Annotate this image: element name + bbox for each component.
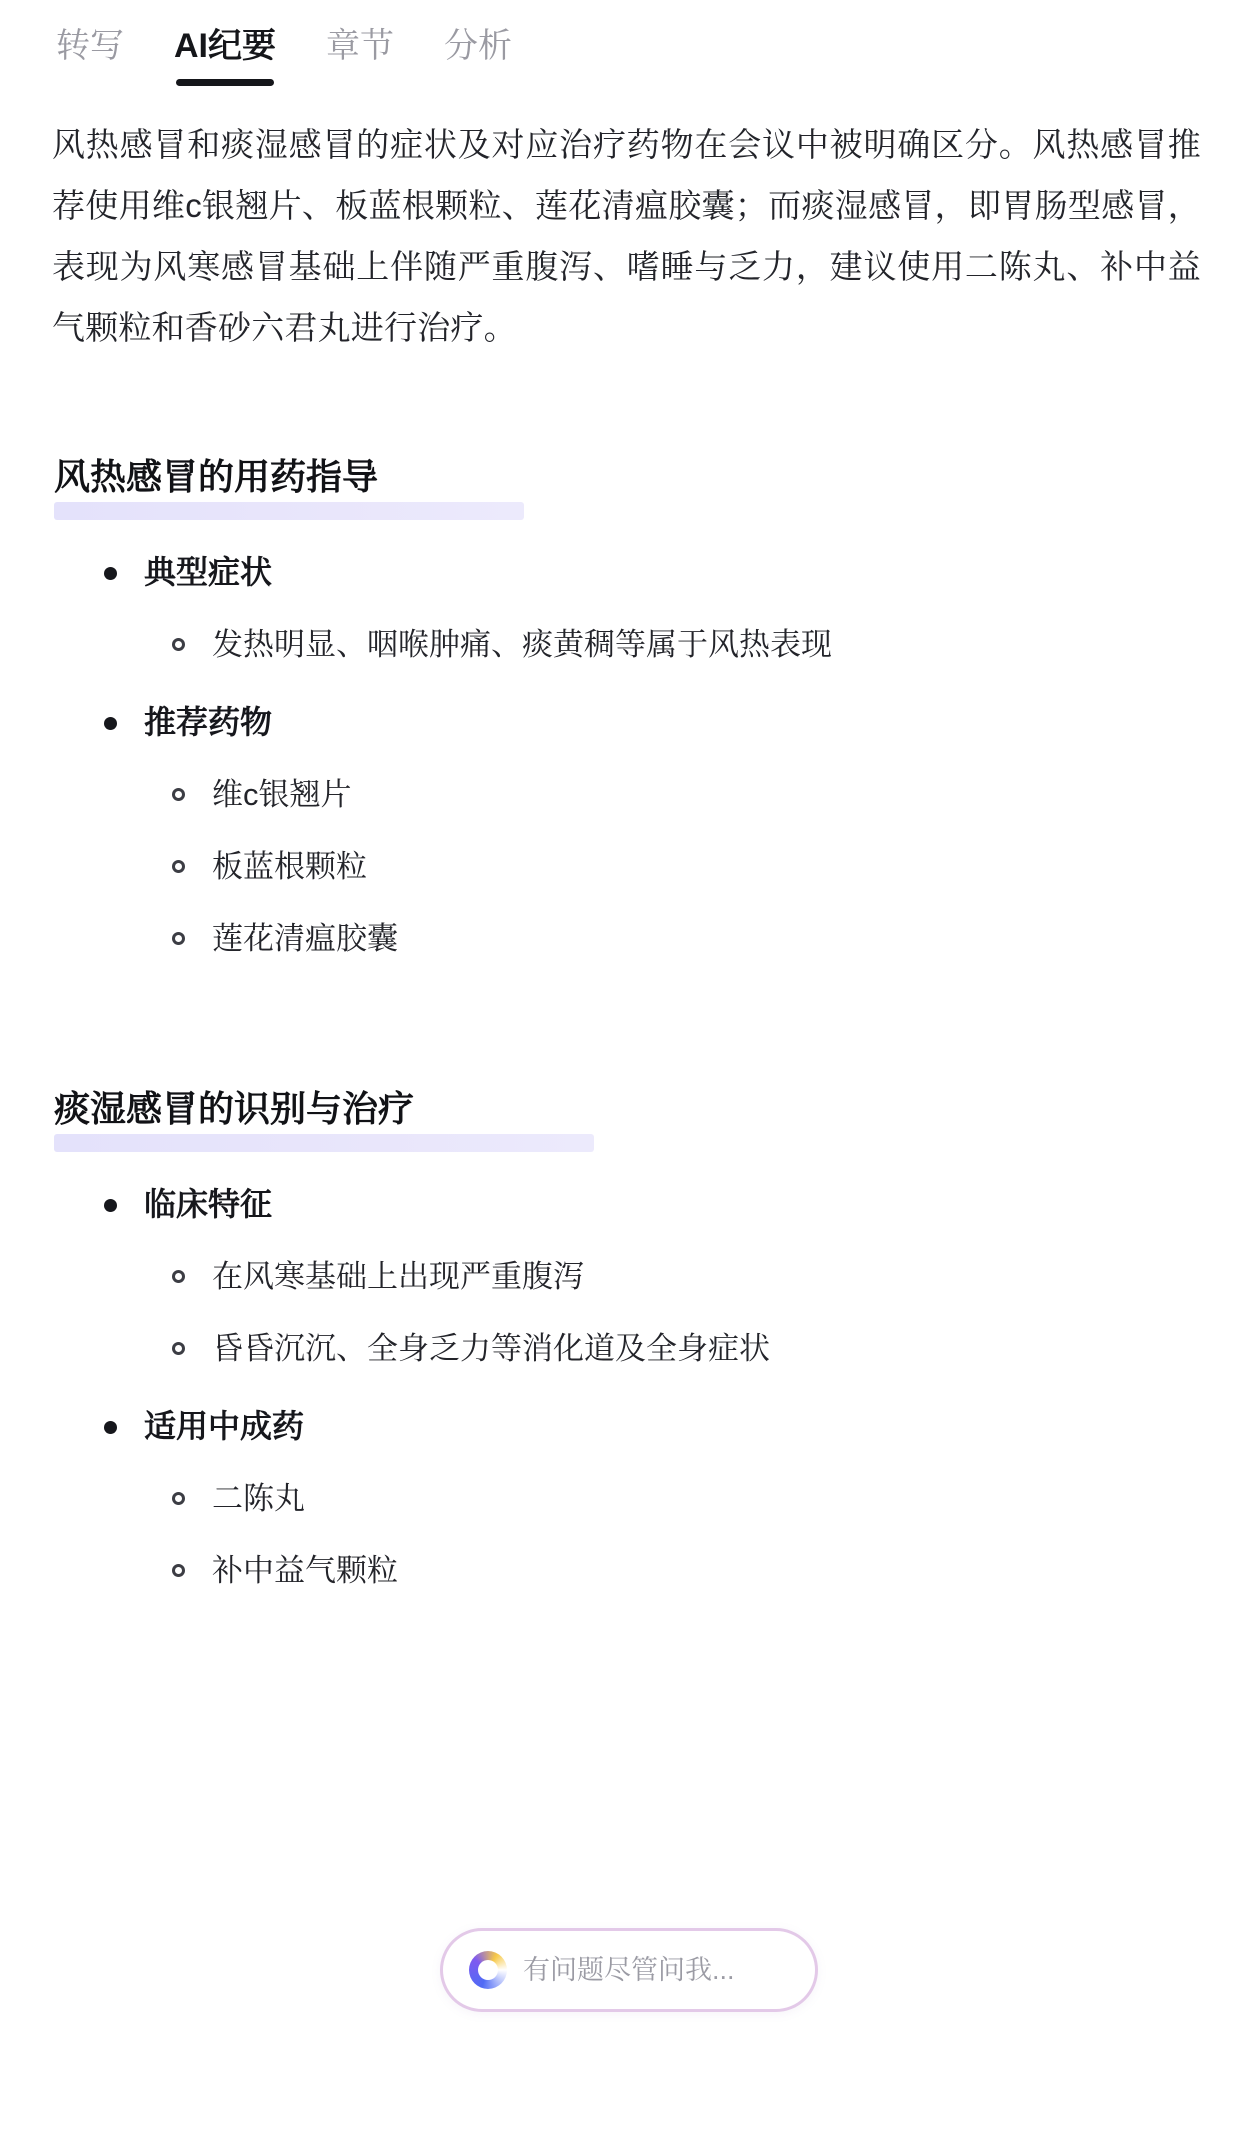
- ask-assistant-bar[interactable]: [440, 1928, 818, 2012]
- group-label: 典型症状: [144, 554, 273, 590]
- list-item: [94, 546, 1201, 670]
- list-item: 补中益气颗粒: [160, 1546, 1201, 1596]
- group-label: 推荐药物: [144, 704, 273, 740]
- list-item: 在风寒基础上出现严重腹泻: [160, 1252, 1201, 1302]
- sublist: [144, 1474, 1201, 1596]
- section-2-list: [52, 1178, 1201, 1596]
- list-item: [94, 1400, 1201, 1596]
- list-item: 昏昏沉沉、全身乏力等消化道及全身症状: [160, 1324, 1201, 1374]
- list-item: 板蓝根颗粒: [160, 842, 1201, 892]
- tab-analysis[interactable]: 分析: [444, 27, 512, 65]
- tab-transcript[interactable]: 转写: [56, 27, 124, 65]
- tab-ai-summary[interactable]: AI纪要: [174, 22, 276, 96]
- tab-chapters[interactable]: 章节: [326, 27, 394, 65]
- list-item: 二陈丸: [160, 1474, 1201, 1524]
- ask-assistant-placeholder[interactable]: 有问题尽管问我...: [523, 1955, 735, 1985]
- group-label: 适用中成药: [144, 1408, 305, 1444]
- list-item: [94, 1178, 1201, 1374]
- group-label: 临床特征: [144, 1186, 273, 1222]
- sublist: [144, 1252, 1201, 1374]
- list-item: 莲花清瘟胶囊: [160, 914, 1201, 964]
- sublist: [144, 770, 1201, 964]
- tab-bar: [0, 0, 1253, 96]
- section-2-title: 痰湿感冒的识别与治疗: [54, 1088, 415, 1129]
- section-1-title: 风热感冒的用药指导: [54, 456, 379, 497]
- list-item: 发热明显、咽喉肿痛、痰黄稠等属于风热表现: [160, 620, 1201, 670]
- ai-assistant-icon: [469, 1951, 507, 1989]
- list-item: 维c银翘片: [160, 770, 1201, 820]
- section-1-list: [52, 546, 1201, 964]
- sublist: [144, 620, 1201, 670]
- ai-summary-content: [0, 96, 1253, 1636]
- section-2: [52, 1036, 1201, 1152]
- section-1: [52, 404, 1201, 520]
- summary-paragraph: 风热感冒和痰湿感冒的症状及对应治疗药物在会议中被明确区分。风热感冒推荐使用维c银翘片、板蓝根颗粒、莲花清瘟胶囊；而痰湿感冒，即胃肠型感冒，表现为风寒感冒基础上伴随严重腹泻、嗜睡与乏力，建议使用二陈丸、补中益气颗粒和香砂六君丸进行治疗。: [52, 126, 1201, 346]
- list-item: [94, 696, 1201, 964]
